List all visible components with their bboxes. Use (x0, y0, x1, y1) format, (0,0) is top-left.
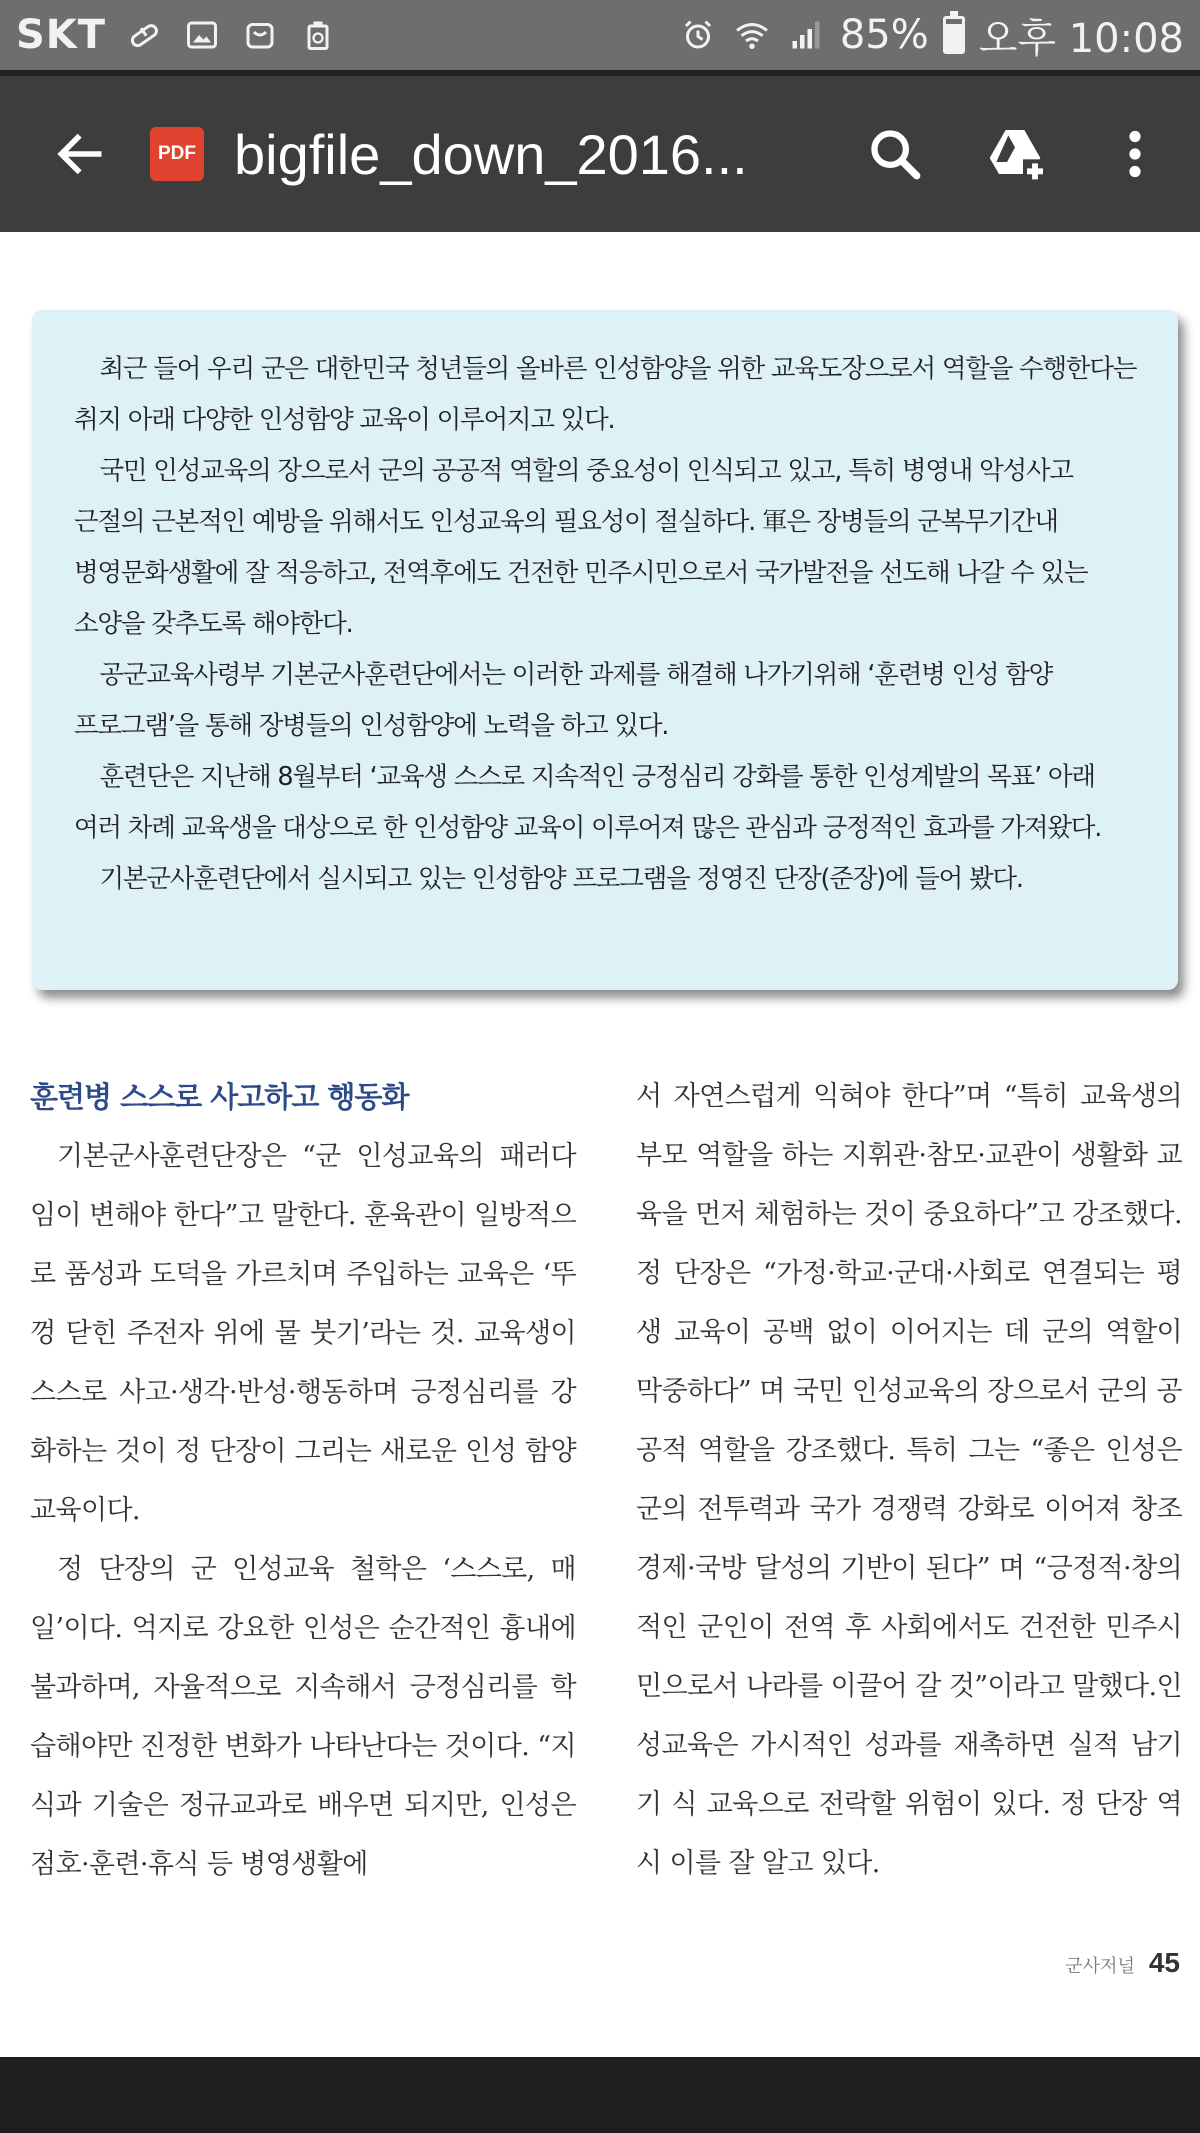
journal-name: 군사저널 (1065, 1956, 1135, 1977)
intro-paragraph: 기본군사훈련단에서 실시되고 있는 인성함양 프로그램을 정영진 단장(준장)에 들어 봤다. (99, 864, 1023, 894)
article-paragraph: 서 자연스럽게 익혀야 한다”며 “특히 교육생의 부모 역할을 하는 지휘관·참모·교관이 생활화 교육을 먼저 체험하는 것이 중요하다”고 강조했다.정 단장은 “가정·학교·군대·사회로 연결되는 평생 교육이 공백 없이 이어지는 데 군의 역할이 막중하다” 며 국민 인성교육의 장으로서 군의 공공적 역할을 강조했다. 특히 그는 “좋은 인성은 군의 전투력과 국가 경쟁력 강화로 이어져 창조경제·국방 달성의 기반이 된다” 며 “긍정적·창의적인 군인이 전역 후 사회에서도 건전한 민주시민으로서 나라를 이끌어 갈 것”이라고 말했다.인성교육은 가시적인 성과를 재촉하면 실적 남기기 식 교육으로 전락할 위험이 있다. 정 단장 역시 이를 잘 알고 있다. (636, 1081, 1182, 1879)
battery-percent: 85% (839, 12, 929, 58)
more-vert-icon[interactable] (1100, 119, 1170, 189)
article-paragraph: 기본군사훈련단장은 “군 인성교육의 패러다임이 변해야 한다”고 말한다. 훈육관이 일방적으로 품성과 도덕을 가르치며 주입하는 교육은 ‘뚜껑 닫힌 주전자 위에 물 붓기’라는 것. 교육생이 스스로 사고·생각·반성·행동하며 긍정심리를 강화하는 것이 정 단장이 그리는 새로운 인성 함양 교육이다. (30, 1141, 576, 1526)
intro-box (32, 310, 1178, 990)
intro-paragraph: 최근 들어 우리 군은 대한민국 청년들의 올바른 인성함양을 위한 교육도장으로서 역할을 수행한다는 취지 아래 다양한 인성함양 교육이 이루어지고 있다. (74, 354, 1137, 435)
alarm-icon (678, 15, 718, 55)
recycle-icon (298, 15, 338, 55)
app-bar (0, 70, 1200, 232)
intro-paragraph: 국민 인성교육의 장으로서 군의 공공적 역할의 중요성이 인식되고 있고, 특히 병영내 악성사고 근절의 근본적인 예방을 위해서도 인성교육의 필요성이 절실하다. 軍은 장병들의 군복무기간내 병영문화생활에 잘 적응하고, 전역후에도 건전한 민주시민으로서 국가발전을 선도해 나갈 수 있는 소양을 갖추도록 해야한다. (74, 456, 1088, 639)
section-heading: 훈련병 스스로 사고하고 행동화 (30, 1080, 409, 1114)
wifi-icon (732, 15, 772, 55)
intro-paragraph: 공군교육사령부 기본군사훈련단에서는 이러한 과제를 해결해 나가기위해 ‘훈련병 인성 함양 프로그램’을 통해 장병들의 인성함양에 노력을 하고 있다. (74, 660, 1053, 741)
pdf-page[interactable] (0, 232, 1200, 2057)
article-column-right (636, 1067, 1182, 1893)
bag-icon (240, 15, 280, 55)
status-bar (0, 0, 1200, 70)
signal-icon (786, 15, 826, 55)
drive-add-icon[interactable] (980, 119, 1050, 189)
battery-icon (943, 16, 965, 54)
carrier-label: SKT (16, 12, 107, 58)
pill-icon (124, 15, 164, 55)
gallery-icon (182, 15, 222, 55)
intro-paragraph: 훈련단은 지난해 8월부터 ‘교육생 스스로 지속적인 긍정심리 강화를 통한 인성계발의 목표’ 아래 여러 차례 교육생을 대상으로 한 인성함양 교육이 이루어져 많은 관심과 긍정적인 효과를 가져왔다. (74, 762, 1102, 843)
article-column-left (30, 1067, 576, 1894)
page-number: 45 (1148, 1947, 1180, 1978)
page-footer (1065, 1947, 1180, 1979)
article-paragraph: 정 단장의 군 인성교육 철학은 ‘스스로, 매일’이다. 억지로 강요한 인성은 순간적인 흉내에 불과하며, 자율적으로 지속해서 긍정심리를 학습해야만 진정한 변화가 나타난다는 것이다. “지식과 기술은 정규교과로 배우면 되지만, 인성은 점호·훈련·휴식 등 병영생활에 (30, 1554, 576, 1880)
pdf-file-icon: PDF (150, 127, 204, 181)
viewer-bottom-area (0, 2057, 1200, 2133)
back-arrow-icon[interactable] (50, 124, 110, 184)
clock: 오후 10:08 (978, 15, 1184, 62)
search-icon[interactable] (860, 119, 930, 189)
document-title: bigfile_down_2016... (234, 122, 748, 186)
